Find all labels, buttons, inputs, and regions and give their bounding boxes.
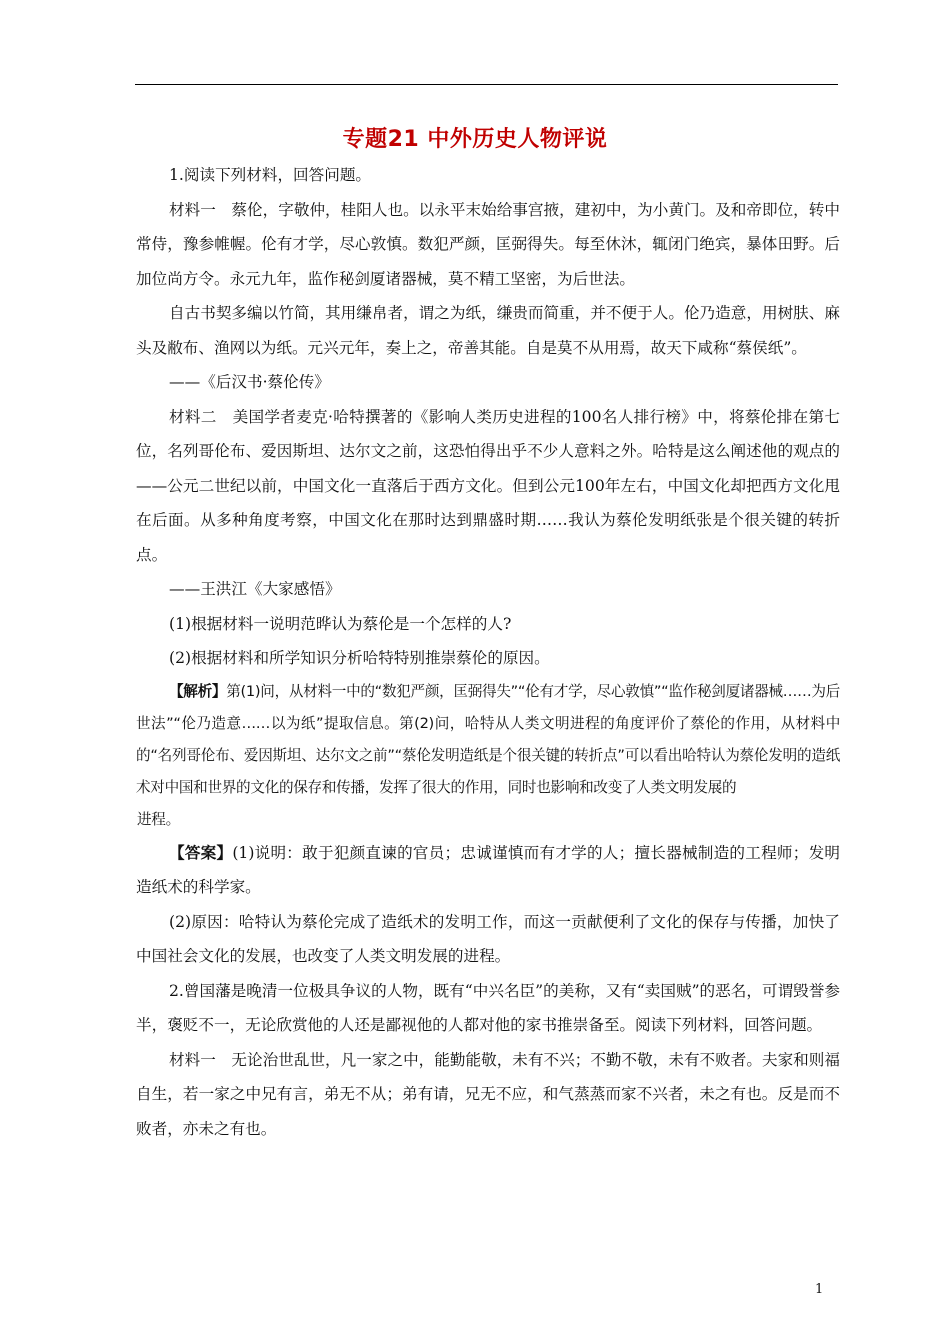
- analysis-label: 【解析】: [169, 682, 227, 700]
- answer-text-2: (2)原因：哈特认为蔡伦完成了造纸术的发明工作，而这一贡献便利了文化的保存与传播，加快了中国社会文化的发展，也改变了人类文明发展的进程。: [136, 912, 840, 965]
- q2-material-1: 材料一 无论治世乱世，凡一家之中，能勤能敬，未有不兴；不勤不敬，未有不败者。夫家和则福自生，若一家之中兄有言，弟无不从；弟有请，兄无不应，和气蒸蒸而家不兴者，未之有也。反是而不败者，亦未之有也。: [136, 1050, 840, 1138]
- analysis-tail: 进程。: [137, 810, 180, 828]
- q1-intro: 1.阅读下列材料，回答问题。: [169, 166, 372, 184]
- page-number: 1: [815, 1282, 824, 1297]
- q1-material-1-para-2: 自古书契多编以竹简，其用缣帛者，谓之为纸，缣贵而简重，并不便于人。伦乃造意，用树肤、麻头及敝布、渔网以为纸。元兴元年，奏上之，帝善其能。自是莫不从用焉，故天下咸称“蔡侯纸”。: [136, 304, 840, 357]
- q2-intro: 2.曾国藩是晚清一位极具争议的人物，既有“中兴名臣”的美称，又有“卖国贼”的恶名，可谓毁誉参半，褒贬不一，无论欣赏他的人还是鄙视他的人都对他的家书推崇备至。阅读下列材料，回答问题。: [136, 981, 840, 1034]
- q1-material-1-source: ——《后汉书·蔡伦传》: [169, 373, 330, 391]
- document-body: [136, 158, 840, 1146]
- q1-subquestion-1: (1)根据材料一说明范晔认为蔡伦是一个怎样的人?: [169, 614, 512, 633]
- q1-material-2-source: ——王洪江《大家感悟》: [169, 580, 341, 598]
- answer: [136, 836, 840, 905]
- analysis-text: 第(1)问，从材料一中的“数犯严颜，匡弼得失”“伦有才学，尽心敦慎”“监作秘剑厦诸器械……为后世法”“伦乃造意……以为纸”提取信息。第(2)问，哈特从人类文明进程的角度评价了蔡伦的作用，从材料中的“名列哥伦布、爱因斯坦、达尔文之前”“蔡伦发明造纸是个很关键的转折点”可以看出哈特认为蔡伦发明的造纸术对中国和世界的文化的保存和传播，发挥了很大的作用，同时也影响和改变了人类文明发展的: [136, 682, 840, 796]
- header-rule: [135, 84, 838, 85]
- q1-subquestion-2: (2)根据材料和所学知识分析哈特特别推崇蔡伦的原因。: [169, 649, 550, 667]
- answer-text-1: (1)说明：敢于犯颜直谏的官员；忠诚谨慎而有才学的人；擅长器械制造的工程师；发明造纸术的科学家。: [136, 843, 840, 896]
- page-title: 专题21 中外历史人物评说: [342, 127, 608, 152]
- q1-material-2: 材料二 美国学者麦克·哈特撰著的《影响人类历史进程的100名人排行榜》中，将蔡伦排在第七位，名列哥伦布、爱因斯坦、达尔文之前，这恐怕得出乎不少人意料之外。哈特是这么阐述他的观点的——公元二世纪以前，中国文化一直落后于西方文化。但到公元100年左右，中国文化却把西方文化甩在后面。从多种角度考察，中国文化在那时达到鼎盛时期……我认为蔡伦发明纸张是个很关键的转折点。: [136, 407, 840, 564]
- analysis: [136, 676, 840, 804]
- q1-material-1-para-1: 材料一 蔡伦，字敬仲，桂阳人也。以永平末始给事宫掖，建初中，为小黄门。及和帝即位，转中常侍，豫参帷幄。伦有才学，尽心敦慎。数犯严颜，匡弼得失。每至休沐，辄闭门绝宾，暴体田野。后加位尚方令。永元九年，监作秘剑厦诸器械，莫不精工坚密，为后世法。: [136, 200, 840, 288]
- answer-label: 【答案】: [169, 842, 233, 862]
